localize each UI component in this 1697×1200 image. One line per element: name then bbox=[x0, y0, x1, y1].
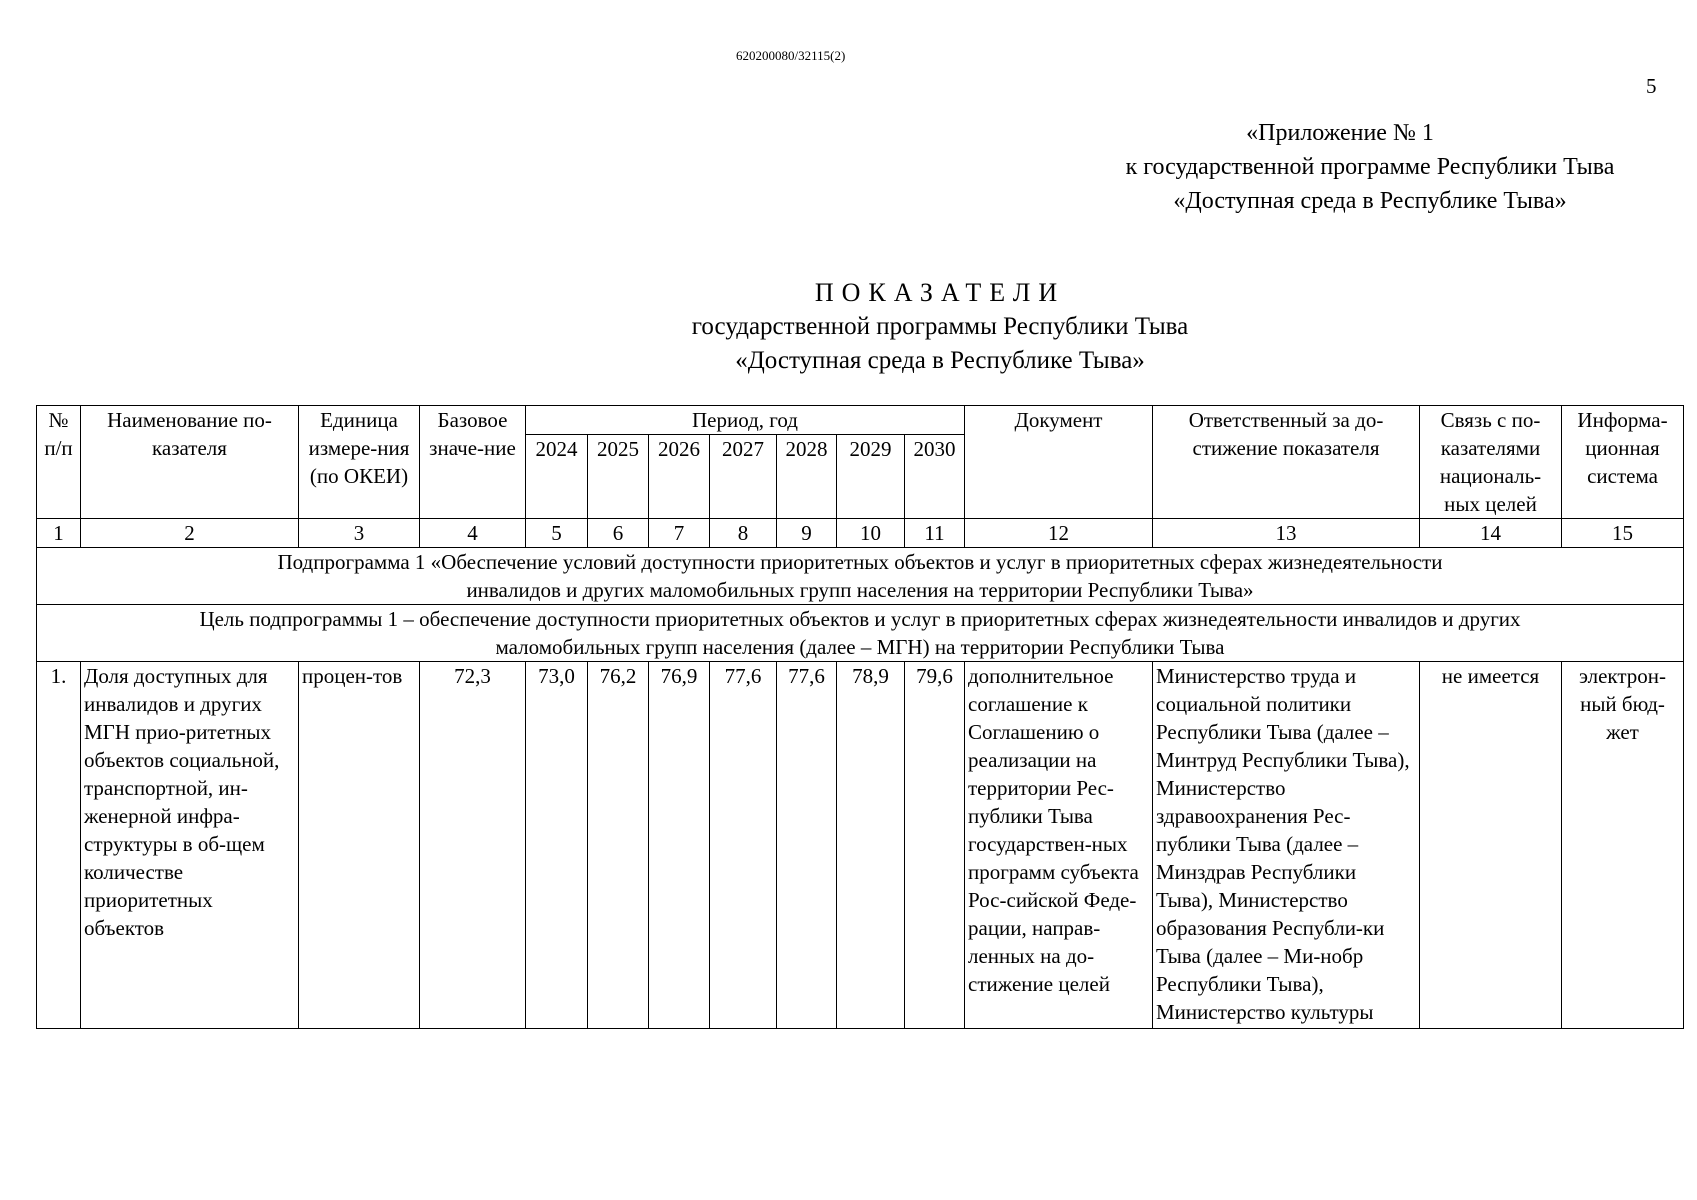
header-document: Документ bbox=[965, 406, 1153, 519]
header-num: № п/п bbox=[37, 406, 81, 519]
appendix-line-2: к государственной программе Республики Тыва bbox=[1125, 154, 1615, 180]
column-number: 1 bbox=[37, 519, 81, 548]
header-responsible: Ответственный за до-стижение показателя bbox=[1153, 406, 1420, 519]
header-year: 2024 bbox=[526, 435, 588, 519]
header-year: 2026 bbox=[649, 435, 710, 519]
year-value: 76,2 bbox=[588, 662, 649, 1029]
page-number: 5 bbox=[1646, 74, 1657, 98]
document-cell: дополнительное соглашение к Соглашению о реализации на территории Рес-публики Тыва государствен-ных программ субъекта Рос-сийской Феде-рации, направ-ленных на до-стижение целей bbox=[965, 662, 1153, 1029]
header-period: Период, год bbox=[526, 406, 965, 435]
indicator-name: Доля доступных для инвалидов и других МГН прио-ритетных объектов социальной, транспортной, ин-женерной инфра-структуры в об-щем количестве приоритетных объектов bbox=[81, 662, 299, 1029]
subprogram-goal: Цель подпрограммы 1 – обеспечение доступности приоритетных объектов и услуг в приоритетных сферах жизнедеятельности инвалидов и других маломобильных групп населения (далее – МГН) на территории Республики Тыва bbox=[37, 605, 1684, 662]
header-year: 2025 bbox=[588, 435, 649, 519]
column-number: 3 bbox=[299, 519, 420, 548]
title-line-2: государственной программы Республики Тыва bbox=[691, 313, 1189, 340]
header-name: Наименование по-казателя bbox=[81, 406, 299, 519]
subprogram-title: Подпрограмма 1 «Обеспечение условий доступности приоритетных объектов и услуг в приоритетных сферах жизнедеятельности инвалидов и других маломобильных групп населения на территории Республики Тыва» bbox=[37, 548, 1684, 605]
column-number: 11 bbox=[905, 519, 965, 548]
row-num: 1. bbox=[37, 662, 81, 1029]
header-info-system: Информа-ционная система bbox=[1562, 406, 1684, 519]
year-value: 78,9 bbox=[837, 662, 905, 1029]
header-year: 2027 bbox=[710, 435, 777, 519]
column-number: 10 bbox=[837, 519, 905, 548]
base-value: 72,3 bbox=[420, 662, 526, 1029]
year-value: 76,9 bbox=[649, 662, 710, 1029]
column-number: 15 bbox=[1562, 519, 1684, 548]
column-number: 2 bbox=[81, 519, 299, 548]
appendix-line-3: «Доступная среда в Республике Тыва» bbox=[1173, 188, 1567, 214]
column-number: 7 bbox=[649, 519, 710, 548]
responsible-cell: Министерство труда и социальной политики Республики Тыва (далее – Минтруд Республики Тыва), Министерство здравоохранения Рес-публики Тыва (далее – Минздрав Республики Тыва), Министерство образования Республи-ки Тыва (далее – Ми-нобр Республики Тыва), Министерство культуры bbox=[1153, 662, 1420, 1029]
column-number: 14 bbox=[1420, 519, 1562, 548]
header-national-goals: Связь с по-казателями националь-ных целей bbox=[1420, 406, 1562, 519]
header-base: Базовое значе-ние bbox=[420, 406, 526, 519]
year-value: 77,6 bbox=[710, 662, 777, 1029]
title-heading: ПОКАЗАТЕЛИ bbox=[814, 278, 1066, 307]
column-number: 4 bbox=[420, 519, 526, 548]
indicators-table bbox=[36, 405, 1684, 1029]
title-line-3: «Доступная среда в Республике Тыва» bbox=[735, 347, 1145, 374]
year-value: 79,6 bbox=[905, 662, 965, 1029]
document-title bbox=[420, 276, 1460, 378]
column-number: 13 bbox=[1153, 519, 1420, 548]
header-unit: Единица измере-ния (по ОКЕИ) bbox=[299, 406, 420, 519]
year-value: 73,0 bbox=[526, 662, 588, 1029]
national-goals-cell: не имеется bbox=[1420, 662, 1562, 1029]
column-number: 9 bbox=[777, 519, 837, 548]
column-number: 5 bbox=[526, 519, 588, 548]
year-value: 77,6 bbox=[777, 662, 837, 1029]
column-number: 12 bbox=[965, 519, 1153, 548]
header-year: 2028 bbox=[777, 435, 837, 519]
document-number: 620200080/32115(2) bbox=[736, 48, 846, 63]
appendix-reference bbox=[1040, 116, 1697, 218]
column-number: 8 bbox=[710, 519, 777, 548]
info-system-cell: электрон-ный бюд-жет bbox=[1562, 662, 1684, 1029]
header-year: 2029 bbox=[837, 435, 905, 519]
indicator-unit: процен-тов bbox=[299, 662, 420, 1029]
column-number: 6 bbox=[588, 519, 649, 548]
appendix-line-1: «Приложение № 1 bbox=[1246, 120, 1434, 146]
header-year: 2030 bbox=[905, 435, 965, 519]
